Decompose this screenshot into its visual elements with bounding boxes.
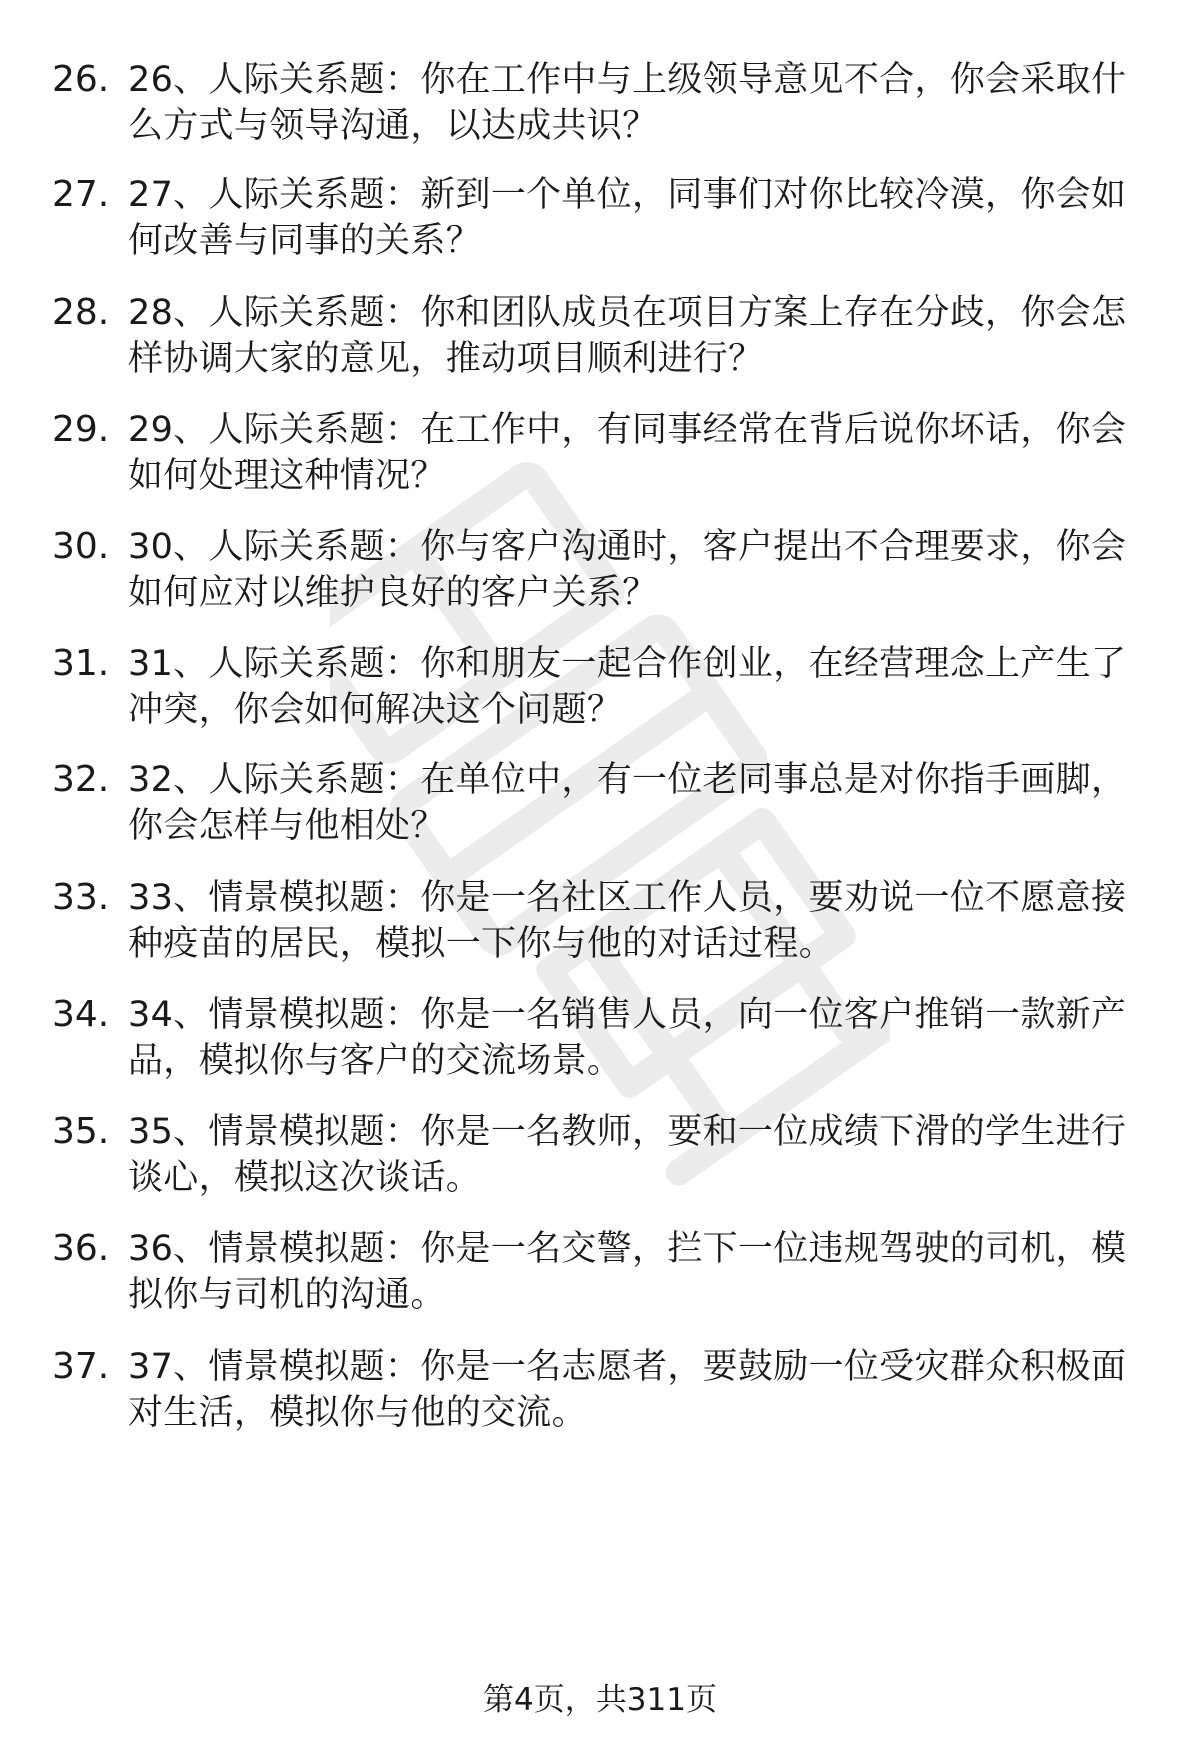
question-item-35 — [0, 1109, 1200, 1229]
page-number-footer: 第4页，共311页 — [483, 1682, 717, 1718]
question-number: 31. — [52, 643, 110, 684]
question-text: 33、情景模拟题：你是一名社区工作人员，要劝说一位不愿意接 种疫苗的居民，模拟一下你与他的对话过程。 — [128, 878, 1127, 964]
question-number: 26. — [52, 59, 110, 100]
question-number: 33. — [52, 877, 110, 918]
question-text: 32、人际关系题：在单位中，有一位老同事总是对你指手画脚， 你会怎样与他相处？ — [128, 760, 1127, 846]
question-text: 28、人际关系题：你和团队成员在项目方案上存在分歧，你会怎 样协调大家的意见，推动项目顺利进行？ — [128, 293, 1127, 379]
question-text: 29、人际关系题：在工作中，有同事经常在背后说你坏话，你会 如何处理这种情况？ — [128, 410, 1127, 496]
question-text: 34、情景模拟题：你是一名销售人员，向一位客户推销一款新产 品，模拟你与客户的交流场景。 — [128, 995, 1127, 1081]
question-number: 36. — [52, 1228, 110, 1269]
question-number: 32. — [52, 759, 110, 800]
question-item-29 — [0, 407, 1200, 527]
question-item-26 — [0, 57, 1200, 177]
question-item-36 — [0, 1226, 1200, 1346]
question-text: 36、情景模拟题：你是一名交警，拦下一位违规驾驶的司机，模 拟你与司机的沟通。 — [128, 1229, 1127, 1315]
question-number: 30. — [52, 526, 110, 567]
question-number: 34. — [52, 994, 110, 1035]
question-number: 28. — [52, 292, 110, 333]
question-number: 27. — [52, 174, 110, 215]
question-text: 35、情景模拟题：你是一名教师，要和一位成绩下滑的学生进行 谈心，模拟这次谈话。 — [128, 1112, 1127, 1198]
question-number: 29. — [52, 409, 110, 450]
question-item-30 — [0, 524, 1200, 644]
question-text: 30、人际关系题：你与客户沟通时，客户提出不合理要求，你会 如何应对以维护良好的客户关系？ — [128, 527, 1127, 613]
question-item-37 — [0, 1344, 1200, 1464]
question-item-32 — [0, 757, 1200, 877]
question-text: 37、情景模拟题：你是一名志愿者，要鼓励一位受灾群众积极面 对生活，模拟你与他的交流。 — [128, 1347, 1127, 1433]
question-number: 35. — [52, 1111, 110, 1152]
question-text: 31、人际关系题：你和朋友一起合作创业，在经营理念上产生了 冲突，你会如何解决这个问题？ — [128, 644, 1127, 730]
question-item-33 — [0, 875, 1200, 995]
question-item-34 — [0, 992, 1200, 1112]
question-item-27 — [0, 172, 1200, 292]
question-item-28 — [0, 290, 1200, 410]
question-number: 37. — [52, 1346, 110, 1387]
question-item-31 — [0, 641, 1200, 761]
question-text: 27、人际关系题：新到一个单位，同事们对你比较冷漠，你会如 何改善与同事的关系？ — [128, 175, 1127, 261]
question-text: 26、人际关系题：你在工作中与上级领导意见不合，你会采取什 么方式与领导沟通，以达成共识？ — [128, 60, 1127, 146]
